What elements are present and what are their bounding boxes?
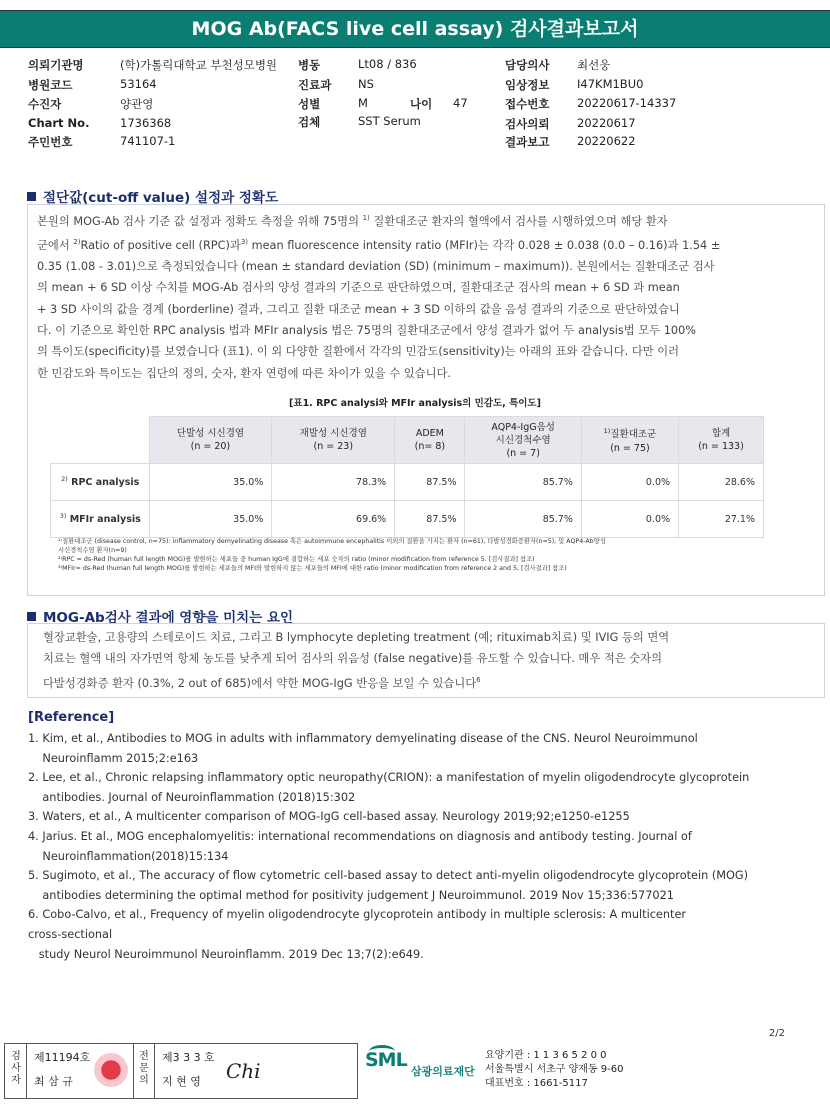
table-cell: 69.6% <box>272 501 395 538</box>
table-cell: 27.1% <box>679 501 764 538</box>
hdr-right-value: I47KM1BU0 <box>577 77 644 91</box>
org-info-line: 요양기관 : 1 1 3 6 5 2 0 0 <box>485 1050 607 1061</box>
footnote-line: 시신경척수염 환자(n=9) <box>58 547 127 554</box>
hdr-mid-value: M <box>358 96 368 110</box>
vertical-label-char: 검 <box>11 1051 21 1062</box>
superscript: 1) <box>603 427 611 436</box>
vertical-label-char: 전 <box>139 1051 149 1062</box>
hdr-left-value: 양관영 <box>120 97 154 111</box>
age-label: 나이 <box>410 97 433 111</box>
table-corner <box>51 417 150 464</box>
row-label: $^{2)}$ RPC analysis <box>51 464 150 501</box>
hdr-right-value: 20220622 <box>577 134 636 148</box>
table-cell: 85.7% <box>465 464 581 501</box>
column-header-title: 단발성 시신경염 <box>176 428 245 439</box>
reference-line: antibodies. Journal of Neuroinflammation (2018)15:302 <box>28 790 356 804</box>
column-header <box>679 417 764 464</box>
org-info-line: 대표번호 : 1661-5117 <box>485 1078 588 1089</box>
hdr-right-label: 검사의뢰 <box>505 117 550 131</box>
square-bullet-icon <box>27 192 36 201</box>
reference-line: 5. Sugimoto, et al., The accuracy of flow cytometric cell-based assay to detect anti-myelin oligodendrocyte glycoprotein (MOG) <box>28 869 749 883</box>
hdr-left-value: 741107-1 <box>120 134 176 148</box>
section-factors-text <box>43 627 669 694</box>
superscript: 3) <box>240 238 249 247</box>
column-header-title: 재발성 시신경염 <box>299 428 367 439</box>
table-cell: 0.0% <box>581 501 678 538</box>
hdr-mid-value: NS <box>358 77 374 91</box>
column-header-sub: (n = 20) <box>190 441 231 452</box>
square-bullet-icon <box>27 612 36 621</box>
hdr-mid-label: 검체 <box>298 115 321 129</box>
section-title-text: 절단값(cut-off value) 설정과 정확도 <box>43 190 278 206</box>
superscript: 2) <box>73 238 81 247</box>
hdr-left-label: Chart No. <box>28 116 90 130</box>
reference-title: [Reference] <box>28 710 115 725</box>
column-header-sub: (n = 133) <box>698 441 744 452</box>
paragraph-line: 의 특이도(specificity)를 보였습니다 (표1). 이 외 다양한 질환에서 각각의 민감도(sensitivity)는 아래의 표와 같습니다. 다만 이러 <box>37 345 680 359</box>
table-row <box>51 464 764 501</box>
table-cell: 35.0% <box>149 501 272 538</box>
table-cell: 85.7% <box>465 501 581 538</box>
org-info <box>485 1049 624 1091</box>
column-header-sub: (n = 23) <box>313 441 354 452</box>
reference-line: cross-sectional <box>28 928 113 941</box>
column-header-sub: (n= 8) <box>414 441 446 452</box>
column-header <box>581 417 678 464</box>
org-info-line: 서울특별시 서초구 양재동 9-60 <box>485 1064 624 1075</box>
footnote-line: ²⁾RPC = ds-Red (human full length MOG)를 발현하는 세포들 중 human IgG에 결합하는 세포 숫자의 ratio (minor modification from reference 5. [검사결과] 참조) <box>58 556 535 563</box>
reference-line: 4. Jarius. Et al., MOG encephalomyelitis: international recommendations on diagnosis and antibody testing. Journal of <box>28 830 692 843</box>
footnote-line: ³⁾MFIr= ds-Red (human full length MOG)를 발현하는 세포들의 MFI와 발현하지 않는 세포들의 MFI에 대한 ratio (minor modification from reference 2 and 5, [검사결과] 참조) <box>58 565 567 572</box>
column-header-sub: (n = 75) <box>610 442 650 454</box>
hdr-left-label: 수진자 <box>28 97 62 111</box>
hdr-left-value: 53164 <box>120 77 157 91</box>
column-header <box>395 417 465 464</box>
sensitivity-table <box>50 416 764 538</box>
page-number: 2/2 <box>768 1028 785 1039</box>
superscript: 3) <box>59 512 67 521</box>
hdr-left-label: 주민번호 <box>28 135 73 149</box>
column-header-sub: 시신경척수염 <box>495 434 551 446</box>
column-header <box>272 417 395 464</box>
vertical-label-char: 자 <box>11 1075 21 1086</box>
table-cell: 87.5% <box>395 501 465 538</box>
table-row <box>51 501 764 538</box>
section-cutoff-title <box>27 186 278 206</box>
specialist-label <box>134 1051 154 1087</box>
reference-line: 6. Cobo-Calvo, et al., Frequency of myelin oligodendrocyte glycoprotein antibody in multiple sclerosis: A multicenter <box>28 908 687 922</box>
hdr-right-label: 결과보고 <box>505 135 550 149</box>
column-header-title: $^{1)}$질환대조군 <box>603 427 657 441</box>
reference-line: Neuroinflammation(2018)15:134 <box>28 849 229 863</box>
reference-line: study Neurol Neuroimmunol Neuroinflamm. 2019 Dec 13;7(2):e649. <box>28 947 424 961</box>
reference-line: 2. Lee, et al., Chronic relapsing inflammatory optic neuropathy(CRION): a manifestation of myelin oligodendrocyte glycoprotein <box>28 771 750 785</box>
column-header-title: ADEM <box>415 428 444 439</box>
hdr-right-value: 20220617 <box>577 116 636 130</box>
hdr-right-label: 접수번호 <box>505 97 550 111</box>
table-cell: 35.0% <box>149 464 272 501</box>
specialist-license: 제3 3 3 호 <box>162 1051 215 1064</box>
column-header-title: 합계 <box>711 428 731 439</box>
paragraph-line: 치료는 혈액 내의 자가면역 항체 농도를 낮추게 되어 검사의 위음성 (false negative)를 유도할 수 있습니다. 매우 적은 숫자의 <box>43 652 662 666</box>
vertical-label-char: 문 <box>139 1063 149 1074</box>
row-label: $^{3)}$ MFIr analysis <box>51 501 150 538</box>
hdr-mid-label: 진료과 <box>298 78 332 92</box>
vertical-label-char: 사 <box>11 1063 21 1074</box>
hdr-mid-label: 성별 <box>298 97 321 111</box>
superscript: 2) <box>61 475 68 484</box>
hdr-mid-value: SST Serum <box>358 114 421 128</box>
table-cell: 0.0% <box>581 464 678 501</box>
section-cutoff-text <box>37 208 720 384</box>
paragraph-line: 다발성경화증 환자 (0.3%, 2 out of 685)에서 약한 MOG-IgG 반응을 보일 수 있습니다$^6$ <box>43 675 481 690</box>
hdr-right-label: 담당의사 <box>505 58 550 72</box>
paragraph-line: 0.35 (1.08 - 3.01)으로 측정되었습니다 (mean ± standard deviation (SD) (minimum – maximum)). 본원에서는 질환대조군 검사 <box>37 260 715 274</box>
paragraph-line: + 3 SD 사이의 값을 경계 (borderline) 결과, 그리고 질환 대조군 mean + 3 SD 이하의 값을 음성 결과의 기준으로 판단하였습니 <box>37 302 680 316</box>
paragraph-line: 의 mean + 6 SD 이상 수치를 MOG-Ab 검사의 양성 결과의 기준으로 판단하였으며, 질환대조군 검사의 mean + 6 SD 과 mean <box>37 281 680 295</box>
inspector-label <box>6 1051 26 1087</box>
paragraph-line: 다. 이 기준으로 확인한 RPC analysis 법과 MFIr analysis 법은 75명의 질환대조군에서 양성 결과가 없어 두 analysis법 모두 100% <box>37 324 697 338</box>
inspector-license: 제11194호 <box>34 1051 91 1064</box>
column-header <box>465 417 581 464</box>
section-title-text: MOG-Ab검사 결과에 영향을 미치는 요인 <box>43 610 294 626</box>
hdr-left-label: 의뢰기관명 <box>28 58 84 72</box>
column-header <box>149 417 272 464</box>
reference-line: 1. Kim, et al., Antibodies to MOG in adults with inflammatory demyelinating disease of the CNS. Neurol Neuroimmunol <box>28 732 698 745</box>
superscript: 1) <box>362 214 370 222</box>
column-header-sub: (n = 7) <box>506 447 540 459</box>
hdr-left-value: (학)가톨릭대학교 부천성모병원 <box>120 58 278 72</box>
footer <box>0 1043 830 1107</box>
paragraph-line: 본원의 MOG-Ab 검사 기준 값 설정과 정확도 측정을 위해 75명의 $^{1)}$ 질환대조군 환자의 혈액에서 검사를 시행하였으며 해당 환자 <box>37 214 668 228</box>
signature: Chi <box>226 1059 261 1083</box>
paragraph-line: 군에서 $^{2)}$Ratio of positive cell (RPC)과$^{3)}$ mean fluorescence intensity ratio (MFIr)는 각각 0.028 ± 0.038 (0.0 – 0.16)과 1.54 ± <box>37 238 721 252</box>
age-value: 47 <box>453 96 468 110</box>
hdr-right-value: 20220617-14337 <box>577 96 677 110</box>
hdr-right-value: 최선웅 <box>577 58 611 72</box>
hdr-left-label: 병원코드 <box>28 78 73 92</box>
vertical-label-char: 의 <box>139 1075 149 1086</box>
specialist-name: 지 현 영 <box>162 1075 201 1088</box>
seal-stamp-icon <box>94 1053 128 1087</box>
logo-text: SML <box>365 1049 407 1071</box>
reference-line: 3. Waters, et al., A multicenter comparison of MOG-IgG cell-based assay. Neurology 2019;92;e1250-e1255 <box>28 810 630 824</box>
org-name: 삼광의료재단 <box>411 1065 475 1078</box>
table-caption: [표1. RPC analysi와 MFIr analysis의 민감도, 특이도] <box>289 398 541 409</box>
superscript: 6 <box>476 675 481 684</box>
hdr-mid-value: Lt08 / 836 <box>358 57 417 71</box>
hdr-left-value: 1736368 <box>120 116 172 130</box>
inspector-name: 최 삼 규 <box>34 1075 73 1088</box>
reference-line: antibodies determining the optimal method for positivity judgement J Neuroimmunol. 2019 Nov 15;336:577021 <box>28 888 674 902</box>
paragraph-line: 한 민감도와 특이도는 집단의 정의, 숫자, 환자 연령에 따른 차이가 있을 수 있습니다. <box>37 366 451 380</box>
hdr-right-label: 임상정보 <box>505 78 550 92</box>
report-title: MOG Ab(FACS live cell assay) 검사결과보고서 <box>0 10 830 48</box>
column-header-title: AQP4-IgG음성 <box>491 421 555 433</box>
footnote-line: ¹⁾질환대조군 (disease control, n=75): inflammatory demyelinating disease 혹은 autoimmune encephalitis 이외의 질환을 가지는 환자 (n=61), 다발성경화증환자(n=5), 및 AQP4-Ab양성 <box>58 538 606 545</box>
table-cell: 87.5% <box>395 464 465 501</box>
reference-line: Neuroinflamm 2015;2:e163 <box>28 751 199 765</box>
paragraph-line: 혈장교환술, 고용량의 스테로이드 치료, 그리고 B lymphocyte depleting treatment (예; rituximab치료) 및 IVIG 등의 면역 <box>43 631 670 644</box>
table-cell: 28.6% <box>679 464 764 501</box>
hdr-mid-label: 병동 <box>298 58 321 72</box>
table-cell: 78.3% <box>272 464 395 501</box>
